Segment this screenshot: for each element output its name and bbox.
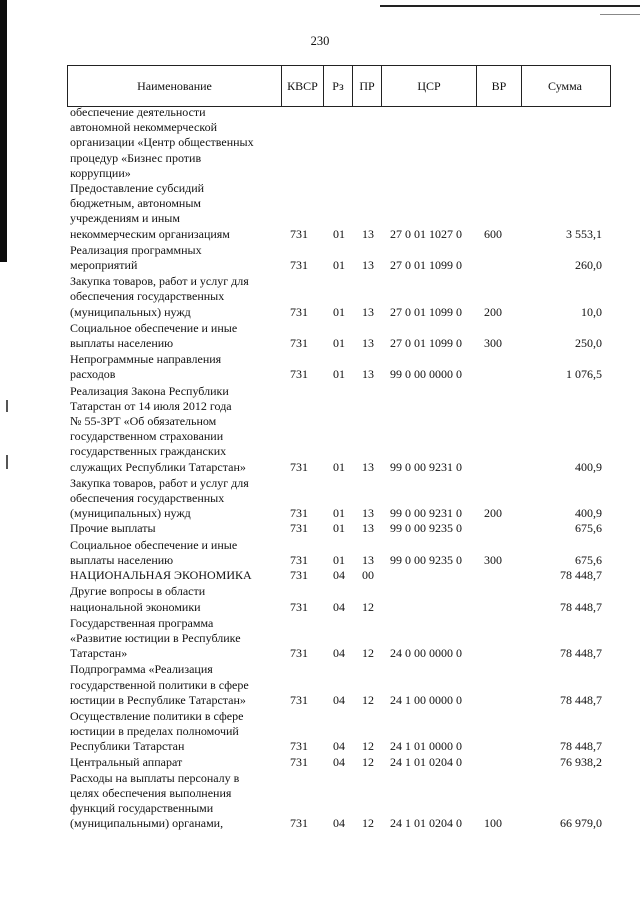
row-name-line: служащих Республики Татарстан»	[70, 459, 246, 474]
row-name-line: (муниципальными) органами,	[70, 816, 224, 831]
row-name-line: юстиции в пределах полномочий	[70, 724, 239, 739]
cell-rz: 04	[333, 646, 345, 661]
row-name	[70, 243, 274, 273]
row-name-line: обеспечения государственных	[70, 491, 225, 506]
table-row	[70, 105, 602, 181]
row-name	[70, 181, 274, 242]
row-name-line: (муниципальных) нужд	[70, 506, 191, 521]
cell-csr: 27 0 01 1099 0	[390, 304, 462, 319]
header-kvsr: КВСР	[282, 66, 324, 106]
table-body	[70, 105, 602, 832]
cell-pr: 12	[362, 754, 374, 769]
cell-kvsr: 731	[290, 739, 308, 754]
row-name-line: Татарстан»	[70, 646, 128, 661]
cell-vr: 100	[484, 816, 502, 831]
header-pr: ПР	[353, 66, 382, 106]
header-csr: ЦСР	[382, 66, 477, 106]
row-name	[70, 755, 274, 770]
table-row	[70, 584, 602, 614]
page-number: 230	[310, 34, 330, 48]
cell-sum: 3 553,1	[566, 226, 602, 241]
cell-kvsr: 731	[290, 568, 308, 583]
cell-vr: 600	[484, 226, 502, 241]
cell-kvsr: 731	[290, 599, 308, 614]
row-name-line: функций государственными	[70, 801, 214, 816]
cell-csr: 24 1 01 0000 0	[390, 739, 462, 754]
row-name-line: Социальное обеспечение и иные	[70, 320, 238, 335]
cell-csr: 99 0 00 9231 0	[390, 506, 462, 521]
cell-vr: 300	[484, 552, 502, 567]
cell-rz: 04	[333, 754, 345, 769]
row-name	[70, 616, 274, 662]
cell-csr: 99 0 00 9231 0	[390, 459, 462, 474]
row-name-line: Подпрограмма «Реализация	[70, 662, 213, 677]
row-name	[70, 384, 274, 475]
row-name	[70, 321, 274, 351]
cell-csr: 27 0 01 1027 0	[390, 226, 462, 241]
cell-pr: 13	[362, 304, 374, 319]
row-name-line: Расходы на выплаты персоналу в	[70, 770, 240, 785]
cell-pr: 12	[362, 692, 374, 707]
row-name	[70, 476, 274, 522]
row-name-line: Прочие выплаты	[70, 521, 156, 536]
row-name-line: некоммерческим организациям	[70, 226, 230, 241]
row-name	[70, 771, 274, 832]
row-name-line: Закупка товаров, работ и услуг для	[70, 274, 249, 289]
row-name-line: «Развитие юстиции в Республике	[70, 630, 241, 645]
row-name-line: № 55-ЗРТ «Об обязательном	[70, 414, 217, 429]
cell-rz: 01	[333, 367, 345, 382]
cell-pr: 12	[362, 646, 374, 661]
cell-sum: 250,0	[575, 336, 602, 351]
row-name-line: процедур «Бизнес против	[70, 150, 202, 165]
row-name-line: коррупции»	[70, 165, 131, 180]
header-name: Наименование	[68, 66, 282, 106]
cell-csr: 99 0 00 9235 0	[390, 552, 462, 567]
cell-sum: 10,0	[581, 304, 602, 319]
cell-sum: 400,9	[575, 506, 602, 521]
cell-pr: 13	[362, 336, 374, 351]
row-name-line: бюджетным, автономным	[70, 196, 201, 211]
row-name	[70, 105, 274, 181]
cell-csr: 99 0 00 9235 0	[390, 521, 462, 536]
cell-pr: 12	[362, 599, 374, 614]
cell-pr: 13	[362, 258, 374, 273]
cell-rz: 01	[333, 336, 345, 351]
header-vr: ВР	[477, 66, 522, 106]
row-name-line: Социальное обеспечение и иные	[70, 537, 238, 552]
cell-vr: 200	[484, 506, 502, 521]
cell-csr: 99 0 00 0000 0	[390, 367, 462, 382]
cell-pr: 13	[362, 506, 374, 521]
cell-sum: 260,0	[575, 258, 602, 273]
cell-rz: 04	[333, 599, 345, 614]
cell-rz: 01	[333, 506, 345, 521]
cell-kvsr: 731	[290, 304, 308, 319]
table-row	[70, 771, 602, 832]
row-name-line: (муниципальных) нужд	[70, 304, 191, 319]
table-row	[70, 616, 602, 662]
cell-pr: 13	[362, 226, 374, 241]
cell-rz: 01	[333, 226, 345, 241]
cell-sum: 78 448,7	[560, 646, 602, 661]
row-name-line: Республики Татарстан	[70, 739, 185, 754]
cell-kvsr: 731	[290, 459, 308, 474]
row-name	[70, 568, 274, 583]
row-name-line: Татарстан от 14 июля 2012 года	[70, 398, 232, 413]
row-name-line: Непрограммные направления	[70, 352, 222, 367]
row-name	[70, 521, 274, 536]
row-name	[70, 662, 274, 708]
cell-sum: 1 076,5	[566, 367, 602, 382]
row-name-line: Осуществление политики в сфере	[70, 708, 244, 723]
table-header	[67, 65, 611, 107]
cell-pr: 13	[362, 367, 374, 382]
cell-csr: 27 0 01 1099 0	[390, 336, 462, 351]
row-name-line: Закупка товаров, работ и услуг для	[70, 475, 249, 490]
row-name-line: государственных гражданских	[70, 444, 227, 459]
cell-sum: 66 979,0	[560, 816, 602, 831]
cell-rz: 01	[333, 521, 345, 536]
cell-kvsr: 731	[290, 692, 308, 707]
cell-kvsr: 731	[290, 521, 308, 536]
row-name-line: расходов	[70, 367, 116, 382]
scan-edge-mark	[6, 400, 8, 412]
cell-csr: 24 0 00 0000 0	[390, 646, 462, 661]
table-row	[70, 568, 602, 583]
cell-sum: 76 938,2	[560, 754, 602, 769]
cell-rz: 01	[333, 258, 345, 273]
cell-vr: 200	[484, 304, 502, 319]
header-sum: Сумма	[548, 78, 582, 93]
cell-sum: 78 448,7	[560, 739, 602, 754]
row-name-line: государственной политики в сфере	[70, 677, 249, 692]
cell-pr: 12	[362, 739, 374, 754]
row-name-line: национальной экономики	[70, 599, 201, 614]
table-row	[70, 709, 602, 755]
row-name-line: Центральный аппарат	[70, 754, 183, 769]
row-name-line: государственном страховании	[70, 429, 224, 444]
row-name-line: автономной некоммерческой	[70, 120, 217, 135]
row-name-line: мероприятий	[70, 258, 138, 273]
row-name-line: Реализация программных	[70, 242, 202, 257]
table-row	[70, 476, 602, 522]
cell-vr: 300	[484, 336, 502, 351]
table-row	[70, 352, 602, 382]
cell-kvsr: 731	[290, 226, 308, 241]
table-row	[70, 538, 602, 568]
cell-kvsr: 731	[290, 336, 308, 351]
cell-csr: 24 1 00 0000 0	[390, 692, 462, 707]
top-rule-short	[600, 14, 640, 15]
row-name-line: Предоставление субсидий	[70, 181, 205, 196]
row-name	[70, 709, 274, 755]
cell-pr: 13	[362, 521, 374, 536]
cell-sum: 78 448,7	[560, 599, 602, 614]
table-row	[70, 181, 602, 242]
row-name-line: выплаты населению	[70, 336, 174, 351]
table-row	[70, 321, 602, 351]
table-row	[70, 243, 602, 273]
row-name	[70, 352, 274, 382]
row-name-line: выплаты населению	[70, 552, 174, 567]
cell-kvsr: 731	[290, 754, 308, 769]
row-name-line: Другие вопросы в области	[70, 584, 206, 599]
row-name-line: Государственная программа	[70, 615, 214, 630]
row-name-line: обеспечение деятельности	[70, 105, 206, 119]
table-row	[70, 755, 602, 770]
cell-kvsr: 731	[290, 258, 308, 273]
table-row	[70, 274, 602, 320]
cell-sum: 78 448,7	[560, 568, 602, 583]
cell-rz: 01	[333, 552, 345, 567]
cell-sum: 400,9	[575, 459, 602, 474]
cell-pr: 00	[362, 568, 374, 583]
table-row	[70, 521, 602, 536]
row-name-line: НАЦИОНАЛЬНАЯ ЭКОНОМИКА	[70, 568, 252, 583]
cell-rz: 04	[333, 568, 345, 583]
row-name	[70, 274, 274, 320]
cell-csr: 24 1 01 0204 0	[390, 816, 462, 831]
cell-rz: 04	[333, 816, 345, 831]
row-name	[70, 584, 274, 614]
table-row	[70, 384, 602, 475]
cell-csr: 24 1 01 0204 0	[390, 754, 462, 769]
top-rule	[380, 5, 640, 7]
cell-rz: 01	[333, 459, 345, 474]
scan-edge-mark	[6, 455, 8, 469]
table-row	[70, 662, 602, 708]
cell-kvsr: 731	[290, 367, 308, 382]
row-name-line: целях обеспечения выполнения	[70, 785, 232, 800]
cell-sum: 675,6	[575, 552, 602, 567]
header-rz: Рз	[324, 66, 353, 106]
cell-pr: 13	[362, 459, 374, 474]
cell-csr: 27 0 01 1099 0	[390, 258, 462, 273]
row-name-line: учреждениям и иным	[70, 211, 180, 226]
cell-rz: 01	[333, 304, 345, 319]
cell-kvsr: 731	[290, 816, 308, 831]
cell-kvsr: 731	[290, 552, 308, 567]
cell-sum: 675,6	[575, 521, 602, 536]
row-name-line: обеспечения государственных	[70, 289, 225, 304]
cell-rz: 04	[333, 739, 345, 754]
cell-pr: 12	[362, 816, 374, 831]
cell-kvsr: 731	[290, 506, 308, 521]
cell-kvsr: 731	[290, 646, 308, 661]
row-name-line: Реализация Закона Республики	[70, 383, 229, 398]
cell-sum: 78 448,7	[560, 692, 602, 707]
row-name-line: юстиции в Республике Татарстан»	[70, 692, 246, 707]
cell-pr: 13	[362, 552, 374, 567]
row-name-line: организации «Центр общественных	[70, 135, 254, 150]
row-name	[70, 538, 274, 568]
cell-rz: 04	[333, 692, 345, 707]
